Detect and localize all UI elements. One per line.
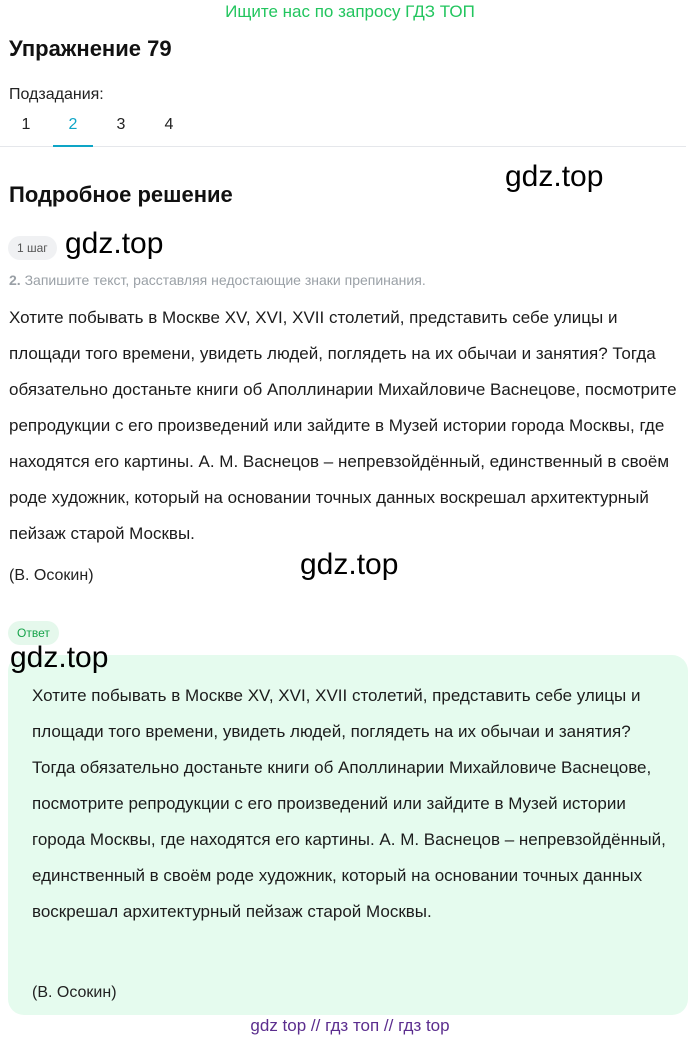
watermark: gdz.top — [65, 227, 164, 260]
tab-1[interactable]: 1 — [21, 116, 31, 133]
task-text: Запишите текст, расставляя недостающие знаки препинания. — [24, 272, 426, 288]
tab-3[interactable]: 3 — [116, 116, 126, 133]
page-title: Упражнение 79 — [9, 36, 172, 61]
task-statement — [9, 272, 426, 288]
tab-2[interactable]: 2 — [53, 116, 93, 147]
subtasks-label: Подзадания: — [9, 86, 104, 103]
watermark: gdz.top — [10, 641, 109, 674]
answer-badge: Ответ — [8, 621, 59, 645]
step-badge: 1 шаг — [8, 236, 57, 260]
task-number: 2. — [9, 272, 21, 288]
footer-links[interactable]: gdz top // гдз топ // гдз top — [250, 1016, 450, 1035]
watermark: gdz.top — [505, 160, 604, 193]
solution-text: Хотите побывать в Москве XV, XVI, XVII столетий, представить себе улицы и площади того времени, увидеть людей, поглядеть на их обычаи и занятия? Тогда обязательно достаньте книги об Аполлинарии Михайловиче Васнецове, посмотрите репродукции с его произведений или зайдите в Музей истории города Москвы, где находятся его картины. А. М. Васнецов – непревзойдённый, единственный в своём роде художник, который на основании точных данных воскрешал архитектурный пейзаж старой Москвы. — [9, 308, 677, 543]
text-author: (В. Осокин) — [9, 567, 94, 584]
top-banner[interactable]: Ищите нас по запросу ГДЗ ТОП — [225, 2, 475, 21]
answer-text: Хотите побывать в Москве XV, XVI, XVII столетий, представить себе улицы и площади того времени, увидеть людей, поглядеть на их обычаи и занятия? Тогда обязательно достаньте книги об Аполлинарии Михайловиче Васнецове, посмотрите репродукции с его произведений или зайдите в Музей истории города Москвы, где находятся его картины. А. М. Васнецов – непревзойдённый, единственный в своём роде художник, который на основании точных данных воскрешал архитектурный пейзаж старой Москвы. — [32, 686, 666, 921]
watermark: gdz.top — [300, 548, 399, 581]
tab-4[interactable]: 4 — [164, 116, 174, 133]
answer-author: (В. Осокин) — [32, 984, 117, 1001]
solution-title: Подробное решение — [9, 182, 233, 207]
subtask-tabs — [0, 106, 686, 147]
